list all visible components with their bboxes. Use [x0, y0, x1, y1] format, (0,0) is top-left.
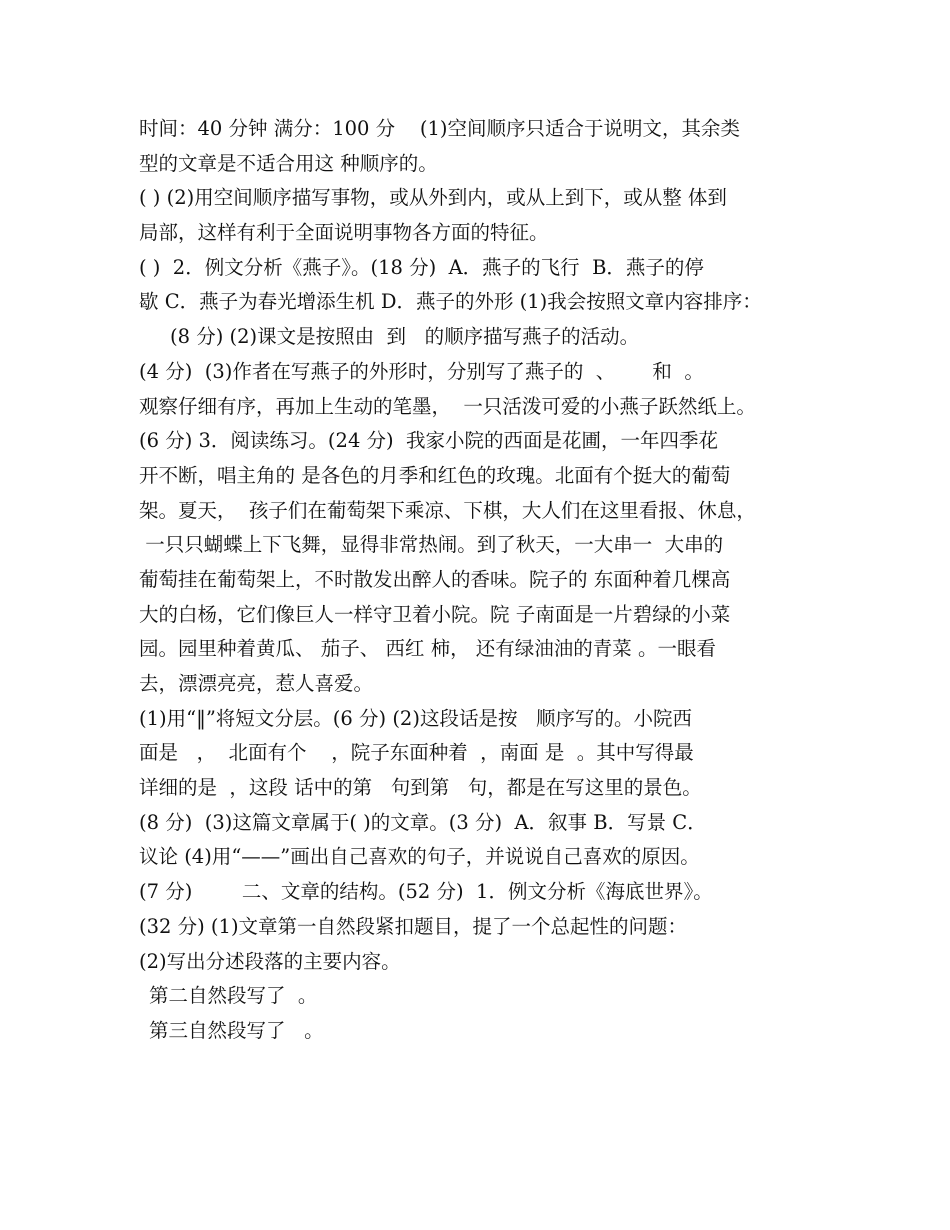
text-line: 面是 ， 北面有个 ，院子东面种着 ，南面 是 。其中写得最 — [139, 741, 694, 765]
text-line: 葡萄挂在葡萄架上，不时散发出醉人的香味。院子的 东面种着几棵高 — [139, 567, 731, 591]
text-line: 歇 C．燕子为春光增添生机 D．燕子的外形 (1)我会按照文章内容排序： — [139, 290, 762, 314]
text-line: (6 分) 3．阅读练习。(24 分) 我家小院的西面是花圃，一年四季花 — [139, 429, 719, 453]
text-line: (8 分) (2)课文是按照由 到 的顺序描写燕子的活动。 — [139, 325, 640, 349]
text-line: 观察仔细有序，再加上生动的笔墨， 一只活泼可爱的小燕子跃然纸上。 — [139, 394, 756, 418]
text-line: 议论 (4)用“——”画出自己喜欢的句子，并说说自己喜欢的原因。 — [139, 845, 700, 869]
text-line: 第三自然段写了 。 — [149, 1018, 324, 1042]
text-line: 第二自然段写了 。 — [149, 984, 318, 1008]
text-line: 园。园里种着黄瓜、 茄子、 西红 柿， 还有绿油油的青菜 。一眼看 — [139, 637, 716, 661]
text-line: 时间：40 分钟 满分：100 分 (1)空间顺序只适合于说明文，其余类 — [139, 117, 741, 140]
text-line: (4 分) (3)作者在写燕子的外形时，分别写了燕子的 、 和 。 — [139, 359, 704, 383]
text-line: 局部，这样有利于全面说明事物各方面的特征。 — [139, 221, 549, 245]
text-line: ( ) (2)用空间顺序描写事物，或从外到内，或从上到下，或从整 体到 — [139, 186, 727, 210]
text-line: ( ) 2．例文分析《燕子》。(18 分) A．燕子的飞行 B．燕子的停 — [139, 255, 704, 279]
text-line: (2)写出分述段落的主要内容。 — [139, 949, 401, 973]
text-line: 开不断，唱主角的 是各色的月季和红色的玫瑰。北面有个挺大的葡萄 — [139, 463, 731, 487]
text-line: 架。夏天， 孩子们在葡萄架下乘凉、下棋，大人们在这里看报、休息， — [139, 498, 756, 522]
text-line: (1)用“‖”将短文分层。(6 分) (2)这段话是按 顺序写的。小院西 — [139, 706, 693, 730]
text-line: 型的文章是不适合用这 种顺序的。 — [139, 151, 438, 175]
text-line: 一只只蝴蝶上下飞舞，显得非常热闹。到了秋天，一大串一 大串的 — [139, 533, 724, 557]
text-line: 大的白杨，它们像巨人一样守卫着小院。院 子南面是一片碧绿的小菜 — [139, 602, 731, 626]
text-line: (32 分) (1)文章第一自然段紧扣题目，提了一个总起性的问题： — [139, 914, 688, 938]
text-line: (8 分) (3)这篇文章属于( )的文章。(3 分) A．叙事 B．写景 C． — [139, 810, 707, 834]
document-body — [139, 112, 829, 1049]
text-line: 去，漂漂亮亮，惹人喜爱。 — [139, 672, 374, 695]
text-line: (7 分) 二、文章的结构。(52 分) 1．例文分析《海底世界》。 — [139, 880, 713, 904]
text-line: 详细的是 ，这段 话中的第 句到第 句，都是在写这里的景色。 — [139, 776, 702, 800]
